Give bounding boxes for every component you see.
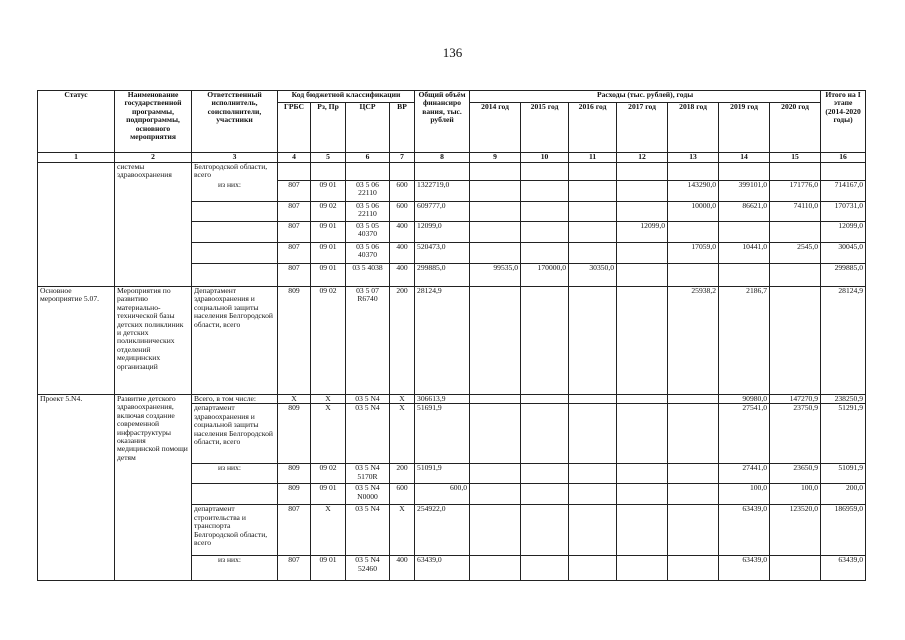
itogo-cell: 238250,9 <box>821 395 866 404</box>
column-index: 6 <box>346 153 390 163</box>
year-2020-cell: 171776,0 <box>770 181 821 202</box>
year-2020-cell <box>770 287 821 395</box>
program-name-cell: Мероприятия по развитию материально-технической базы детских поликлиник и детских поликлинических отделений медицинских организаций <box>115 287 192 395</box>
header-status: Статус <box>38 91 115 153</box>
rzpr-cell: 09 01 <box>311 243 346 264</box>
year-2016-cell <box>569 181 617 202</box>
rzpr-cell: 09 01 <box>311 181 346 202</box>
csr-cell: 03 5 06 22110 <box>346 202 390 222</box>
year-2017-cell <box>617 264 668 287</box>
csr-cell: 03 5 N4 52460 <box>346 556 390 581</box>
year-2014-cell <box>470 222 521 243</box>
year-2018-cell <box>668 222 719 243</box>
total-cell: 299885,0 <box>415 264 470 287</box>
year-2014-cell: 99535,0 <box>470 264 521 287</box>
rzpr-cell: X <box>311 505 346 556</box>
year-2019-cell: 27541,0 <box>719 404 770 464</box>
year-2019-cell: 399101,0 <box>719 181 770 202</box>
column-index: 16 <box>821 153 866 163</box>
csr-cell: 03 5 06 22110 <box>346 181 390 202</box>
csr-cell: 03 5 N4 <box>346 505 390 556</box>
year-2019-cell: 90980,0 <box>719 395 770 404</box>
grbs-cell: 807 <box>278 264 311 287</box>
grbs-cell: X <box>278 395 311 404</box>
year-2016-cell <box>569 243 617 264</box>
responsible-cell: Белгородской области, всего <box>192 163 278 181</box>
total-cell: 609777,0 <box>415 202 470 222</box>
year-2019-cell: 2186,7 <box>719 287 770 395</box>
csr-cell: 03 5 05 40370 <box>346 222 390 243</box>
page-number: 136 <box>442 45 463 60</box>
column-index: 2 <box>115 153 192 163</box>
column-index: 8 <box>415 153 470 163</box>
responsible-cell <box>192 264 278 287</box>
year-2018-cell <box>668 264 719 287</box>
year-2020-cell: 74110,0 <box>770 202 821 222</box>
rzpr-cell: 09 01 <box>311 484 346 505</box>
year-2016-cell <box>569 222 617 243</box>
column-index: 9 <box>470 153 521 163</box>
header-csr: ЦСР <box>346 103 390 153</box>
year-2015-cell <box>521 222 569 243</box>
responsible-cell: Всего, в том числе: <box>192 395 278 404</box>
year-2020-cell: 23750,9 <box>770 404 821 464</box>
status-cell: Проект 5.N4. <box>38 395 115 581</box>
total-cell: 600,0 <box>415 484 470 505</box>
status-cell <box>38 163 115 287</box>
itogo-cell: 51091,9 <box>821 464 866 484</box>
responsible-cell <box>192 484 278 505</box>
header-name: Наименование государственной программы, подпрограммы, основного мероприятия <box>115 91 192 153</box>
year-2020-cell: 23650,9 <box>770 464 821 484</box>
csr-cell: 03 5 N4 N0000 <box>346 484 390 505</box>
rzpr-cell: X <box>311 395 346 404</box>
column-index-row <box>38 153 866 163</box>
vr-cell: 400 <box>390 264 415 287</box>
grbs-cell: 807 <box>278 202 311 222</box>
total-cell: 63439,0 <box>415 556 470 581</box>
year-2020-cell <box>770 264 821 287</box>
vr-cell: 600 <box>390 484 415 505</box>
header-grbs: ГРБС <box>278 103 311 153</box>
vr-cell: X <box>390 505 415 556</box>
year-2018-cell: 143290,0 <box>668 181 719 202</box>
header-year-2015: 2015 год <box>521 103 569 153</box>
total-cell: 12099,0 <box>415 222 470 243</box>
table-row <box>38 163 866 181</box>
rzpr-cell: X <box>311 404 346 464</box>
grbs-cell: 807 <box>278 243 311 264</box>
header-expenses: Расходы (тыс. рублей), годы <box>470 91 821 103</box>
year-2017-cell <box>617 202 668 222</box>
rzpr-cell: 09 01 <box>311 556 346 581</box>
header-year-2019: 2019 год <box>719 103 770 153</box>
csr-cell: 03 5 06 40370 <box>346 243 390 264</box>
column-index: 14 <box>719 153 770 163</box>
year-2020-cell: 147270,9 <box>770 395 821 404</box>
responsible-cell: из них: <box>192 464 278 484</box>
column-index: 5 <box>311 153 346 163</box>
header-total: Общий объём финансиро вания, тыс. рублей <box>415 91 470 153</box>
header-responsible: Ответственный исполнитель, соисполнители, участники <box>192 91 278 153</box>
responsible-cell: департамент строительства и транспорта Белгородской области, всего <box>192 505 278 556</box>
year-2019-cell: 86621,0 <box>719 202 770 222</box>
table-row <box>38 395 866 404</box>
header-budget-code: Код бюджетной классификации <box>278 91 415 103</box>
itogo-cell: 186959,0 <box>821 505 866 556</box>
status-cell: Основное мероприятие 5.07. <box>38 287 115 395</box>
column-index: 10 <box>521 153 569 163</box>
vr-cell: 600 <box>390 202 415 222</box>
column-index: 4 <box>278 153 311 163</box>
itogo-cell: 30045,0 <box>821 243 866 264</box>
rzpr-cell: 09 02 <box>311 202 346 222</box>
itogo-cell: 299885,0 <box>821 264 866 287</box>
responsible-cell: из них: <box>192 181 278 202</box>
year-2015-cell <box>521 202 569 222</box>
rzpr-cell: 09 02 <box>311 287 346 395</box>
vr-cell: 400 <box>390 243 415 264</box>
year-2019-cell: 10441,0 <box>719 243 770 264</box>
csr-cell: 03 5 N4 <box>346 395 390 404</box>
year-2014-cell <box>470 243 521 264</box>
total-cell: 254922,0 <box>415 505 470 556</box>
year-2019-cell <box>719 222 770 243</box>
year-2016-cell <box>569 202 617 222</box>
vr-cell: 400 <box>390 556 415 581</box>
responsible-cell: из них: <box>192 556 278 581</box>
year-2019-cell: 63439,0 <box>719 505 770 556</box>
year-2014-cell <box>470 202 521 222</box>
total-cell: 51091,9 <box>415 464 470 484</box>
year-2020-cell <box>770 556 821 581</box>
csr-cell: 03 5 N4 5170R <box>346 464 390 484</box>
column-index: 15 <box>770 153 821 163</box>
year-2018-cell: 25938,2 <box>668 287 719 395</box>
grbs-cell: 809 <box>278 287 311 395</box>
itogo-cell: 714167,0 <box>821 181 866 202</box>
year-2018-cell: 10000,0 <box>668 202 719 222</box>
vr-cell: 200 <box>390 287 415 395</box>
year-2014-cell <box>470 181 521 202</box>
column-index: 3 <box>192 153 278 163</box>
year-2020-cell: 100,0 <box>770 484 821 505</box>
rzpr-cell: 09 02 <box>311 464 346 484</box>
itogo-cell: 170731,0 <box>821 202 866 222</box>
csr-cell: 03 5 N4 <box>346 404 390 464</box>
vr-cell: 400 <box>390 222 415 243</box>
header-row <box>38 91 866 103</box>
header-itogo: Итого на I этапе (2014-2020 годы) <box>821 91 866 153</box>
year-2020-cell: 2545,0 <box>770 243 821 264</box>
responsible-cell: Департамент здравоохранения и социальной защиты населения Белгородской области, всего <box>192 287 278 395</box>
header-rzpr: Рз, Пр <box>311 103 346 153</box>
header-year-2014: 2014 год <box>470 103 521 153</box>
itogo-cell: 63439,0 <box>821 556 866 581</box>
year-2018-cell: 17059,0 <box>668 243 719 264</box>
year-2017-cell: 12099,0 <box>617 222 668 243</box>
year-2015-cell: 170000,0 <box>521 264 569 287</box>
vr-cell: 200 <box>390 464 415 484</box>
column-index: 13 <box>668 153 719 163</box>
table-row <box>38 287 866 395</box>
header-year-2020: 2020 год <box>770 103 821 153</box>
grbs-cell: 807 <box>278 222 311 243</box>
csr-cell: 03 5 4038 <box>346 264 390 287</box>
rzpr-cell: 09 01 <box>311 264 346 287</box>
column-index: 12 <box>617 153 668 163</box>
vr-cell: X <box>390 395 415 404</box>
rzpr-cell: 09 01 <box>311 222 346 243</box>
itogo-cell: 200,0 <box>821 484 866 505</box>
year-2019-cell: 63439,0 <box>719 556 770 581</box>
itogo-cell: 51291,9 <box>821 404 866 464</box>
total-cell: 520473,0 <box>415 243 470 264</box>
grbs-cell: 807 <box>278 505 311 556</box>
vr-cell: 600 <box>390 181 415 202</box>
responsible-cell <box>192 202 278 222</box>
total-cell: 1322719,0 <box>415 181 470 202</box>
responsible-cell <box>192 222 278 243</box>
header-year-2018: 2018 год <box>668 103 719 153</box>
grbs-cell: 809 <box>278 464 311 484</box>
vr-cell: X <box>390 404 415 464</box>
csr-cell: 03 5 07 R6740 <box>346 287 390 395</box>
responsible-cell: департамент здравоохранения и социальной защиты населения Белгородской области, всего <box>192 404 278 464</box>
header-year-2017: 2017 год <box>617 103 668 153</box>
year-2017-cell <box>617 181 668 202</box>
grbs-cell: 809 <box>278 484 311 505</box>
grbs-cell: 809 <box>278 404 311 464</box>
year-2015-cell <box>521 243 569 264</box>
year-2020-cell <box>770 222 821 243</box>
column-index: 11 <box>569 153 617 163</box>
year-2019-cell: 100,0 <box>719 484 770 505</box>
total-cell: 51691,9 <box>415 404 470 464</box>
header-year-2016: 2016 год <box>569 103 617 153</box>
year-2017-cell <box>617 243 668 264</box>
grbs-cell: 807 <box>278 556 311 581</box>
itogo-cell: 28124,9 <box>821 287 866 395</box>
year-2020-cell: 123520,0 <box>770 505 821 556</box>
grbs-cell: 807 <box>278 181 311 202</box>
year-2019-cell: 27441,0 <box>719 464 770 484</box>
program-name-cell: Развитие детского здравоохранения, включая создание современной инфраструктуры оказания медицинской помощи детям <box>115 395 192 581</box>
itogo-cell: 12099,0 <box>821 222 866 243</box>
total-cell: 28124,9 <box>415 287 470 395</box>
year-2015-cell <box>521 181 569 202</box>
column-index: 1 <box>38 153 115 163</box>
total-cell: 306613,9 <box>415 395 470 404</box>
responsible-cell <box>192 243 278 264</box>
year-2019-cell <box>719 264 770 287</box>
budget-table <box>37 90 866 581</box>
header-vr: ВР <box>390 103 415 153</box>
column-index: 7 <box>390 153 415 163</box>
program-name-cell: системы здравоохранения <box>115 163 192 287</box>
year-2016-cell: 30350,0 <box>569 264 617 287</box>
